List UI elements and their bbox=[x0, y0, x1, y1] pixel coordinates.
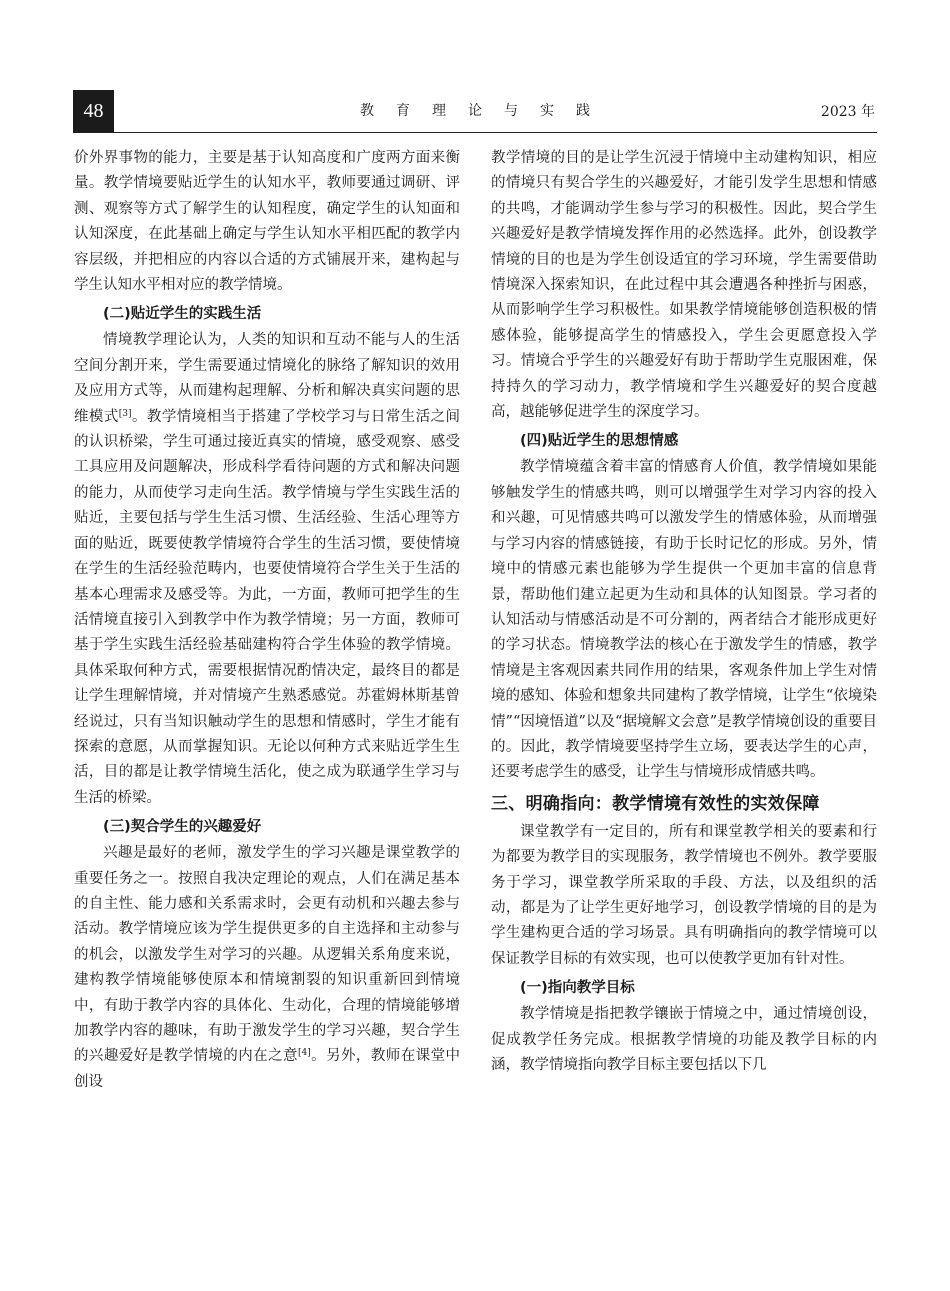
right-column bbox=[491, 146, 877, 1078]
paragraph-teaching-goals: 教学情境是指把教学镶嵌于情境之中，通过情境创设，促成教学任务完成。根据教学情境的功能及教学目标的内涵，教学情境指向教学目标主要包括以下几 bbox=[491, 1006, 877, 1073]
publication-year: 2023 年 bbox=[820, 104, 875, 120]
paragraph-cognition-end: 价外界事物的能力，主要是基于认知高度和广度两方面来衡量。教学情境要贴近学生的认知水平，教师要通过调研、评测、观察等方式了解学生的认知程度，确定学生的认知面和认知深度，在此基础上确定与学生认知水平相匹配的教学内容层级，并把相应的内容以合适的方式铺展开来，建构起与学生认知水平相对应的教学情境。 bbox=[74, 150, 460, 294]
paragraph-practical-life bbox=[74, 328, 460, 811]
subheading-interests: (三)契合学生的兴趣爱好 bbox=[103, 819, 262, 836]
paragraph-text: 。教学情境相当于搭建了学校学习与日常生活之间的认识桥梁，学生可通过接近真实的情境，感受观察、感受工具应用及问题解决，形成科学看待问题的方式和解决问题的能力，从而使学习走向生活。教学情境与学生实践生活的贴近，主要包括与学生生活习惯、生活经验、生活心理等方面的贴近，既要使教学情境符合学生的生活习惯，要使情境在学生的生活经验范畴内，也要使情境符合学生关于生活的基本心理需求及感受等。为此，一方面，教师可把学生的生活情境直接引入到教学中作为教学情境；另一方面，教师可基于学生实践生活经验基础建构符合学生体验的教学情境。具体采取何种方式，需要根据情况酌情决定，最终目的都是让学生理解情境，并对情境产生熟悉感觉。苏霍姆林斯基曾经说过，只有当知识触动学生的思想和情感时，学生才能有探索的意愿，从而掌握知识。无论以何种方式来贴近学生生活，目的都是让教学情境生活化，使之成为联通学生学习与生活的桥梁。 bbox=[74, 408, 461, 806]
paragraph-interests-cont: 教学情境的目的是让学生沉浸于情境中主动建构知识，相应的情境只有契合学生的兴趣爱好，才能引发学生思想和情感的共鸣，才能调动学生参与学习的积极性。因此，契合学生兴趣爱好是教学情境发挥作用的必然选择。此外，创设教学情境的目的也是为学生创设适宜的学习环境，学生需要借助情境深入探索知识，在此过程中其会遭遇各种挫折与困惑，从而影响学生学习积极性。如果教学情境能够创造积极的情感体验，能够提高学生的情感投入，学生会更愿意投入学习。情境合乎学生的兴趣爱好有助于帮助学生克服困难，保持持久的学习动力，教学情境和学生兴趣爱好的契合度越高，越能够促进学生的深度学习。 bbox=[491, 150, 877, 421]
paragraph-text: 。另外，教师在课堂中创设 bbox=[74, 1048, 461, 1090]
citation-ref: [4] bbox=[297, 1048, 311, 1059]
journal-title: 教育理论与实践 bbox=[360, 103, 612, 119]
subheading-practical-life: (二)贴近学生的实践生活 bbox=[103, 306, 262, 323]
header-rule bbox=[73, 132, 877, 133]
subheading-teaching-goals: (一)指向教学目标 bbox=[520, 980, 635, 997]
page-number: 48 bbox=[73, 90, 114, 132]
section-heading-3: 三、明确指向：教学情境有效性的实效保障 bbox=[491, 793, 820, 814]
paragraph-interests bbox=[74, 841, 460, 1095]
citation-ref: [3] bbox=[118, 408, 132, 419]
paragraph-emotions: 教学情境蕴含着丰富的情感育人价值，教学情境如果能够触发学生的情感共鸣，则可以增强学生对学习内容的投入和兴趣，可见情感共鸣可以激发学生的情感体验，从而增强与学习内容的情感链接，有助于长时记忆的形成。另外，情境中的情感元素也能够为学生提供一个更加丰富的信息背景，帮助他们建立起更为生动和具体的认知图景。学习者的认知活动与情感活动是不可分割的，两者结合才能形成更好的学习状态。情境教学法的核心在于激发学生的情感，教学情境是主客观因素共同作用的结果，客观条件加上学生对情境的感知、体验和想象共同建构了教学情境，让学生“依境染情”“因境悟道”以及“据境解文会意”是教学情境创设的重要目的。因此，教学情境要坚持学生立场，要表达学生的心声，还要考虑学生的感受，让学生与情境形成情感共鸣。 bbox=[491, 459, 877, 781]
left-column bbox=[74, 146, 460, 1095]
paragraph-section-3-intro: 课堂教学有一定目的，所有和课堂教学相关的要素和行为都要为教学目的实现服务，教学情境也不例外。教学要服务于学习，课堂教学所采取的手段、方法，以及组织的活动，都是为了让学生更好地学习，创设教学情境的目的是为学生建构更合适的学习场景。具有明确指向的教学情境可以保证教学目标的有效实现，也可以使教学更加有针对性。 bbox=[491, 823, 877, 967]
subheading-emotions: (四)贴近学生的思想情感 bbox=[520, 433, 679, 450]
paragraph-text: 兴趣是最好的老师，激发学生的学习兴趣是课堂教学的重要任务之一。按照自我决定理论的观点，人们在满足基本的自主性、能力感和关系需求时，会更有动机和兴趣去参与活动。教学情境应该为学生提供更多的自主选择和主动参与的机会，以激发学生对学习的兴趣。从逻辑关系角度来说，建构教学情境能够使原本和情境割裂的知识重新回到情境中，有助于教学内容的具体化、生动化，合理的情境能够增加教学内容的趣味，有助于激发学生的学习兴趣，契合学生的兴趣爱好是教学情境的内在之意 bbox=[74, 845, 460, 1065]
paragraph-text: 情境教学理论认为，人类的知识和互动不能与人的生活空间分割开来，学生需要通过情境化的脉络了解知识的效用及应用方式等，从而建构起理解、分析和解决真实问题的思维模式 bbox=[74, 332, 460, 425]
